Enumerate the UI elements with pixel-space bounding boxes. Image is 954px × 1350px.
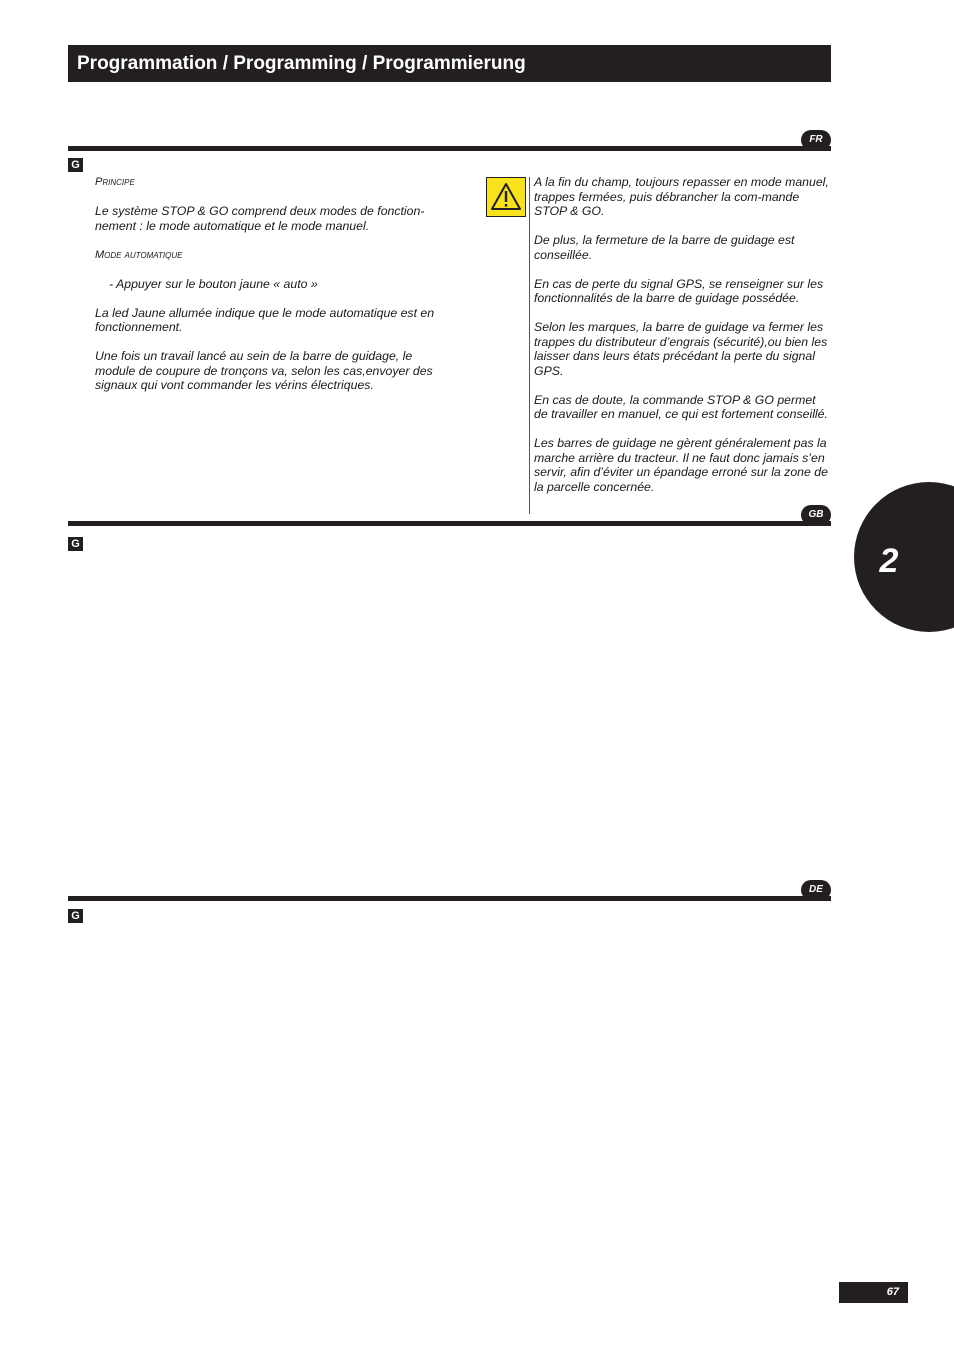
- page-header: [68, 45, 831, 82]
- heading-mode-automatique: Mode automatique: [95, 248, 183, 261]
- warning-divider-line: [529, 177, 530, 514]
- section-marker-gb: G: [68, 537, 83, 551]
- fr-left-bullet: - Appuyer sur le bouton jaune « auto »: [109, 276, 318, 291]
- lang-badge-gb: GB: [801, 505, 831, 525]
- page-number: 67: [839, 1282, 908, 1303]
- fr-left-para-2: La led Jaune allumée indique que le mode automatique est en fonctionnement.: [95, 305, 435, 334]
- lang-badge-fr: FR: [801, 130, 831, 150]
- fr-right-para-3: En cas de perte du signal GPS, se renseigner sur les fonctionnalités de la barre de guidage possédée.: [534, 276, 824, 305]
- fr-right-para-1: A la fin du champ, toujours repasser en mode manuel, trappes fermées, puis débrancher la com-mande STOP & GO.: [534, 175, 829, 218]
- section-marker-fr: G: [68, 158, 83, 172]
- warning-triangle-icon: [486, 177, 526, 217]
- page-title: Programmation / Programming / Programmierung: [77, 53, 526, 74]
- section-marker-de: G: [68, 909, 83, 923]
- fr-right-column: [534, 175, 832, 509]
- lang-badge-de: DE: [801, 880, 831, 900]
- chapter-number: 2: [879, 542, 899, 580]
- fr-right-para-2: De plus, la fermeture de la barre de guidage est conseillée.: [534, 233, 795, 262]
- fr-right-para-6: Les barres de guidage ne gèrent généralement pas la marche arrière du tracteur. Il ne faut donc jamais s’en servir, afin d’éviter un épandage erroné sur la zone de la parcelle concernée.: [534, 436, 828, 494]
- fr-right-para-5: En cas de doute, la commande STOP & GO permet de travailler en manuel, ce qui est fortement conseillé.: [534, 392, 828, 421]
- section-rule-de: [68, 896, 831, 901]
- section-rule-gb: [68, 521, 831, 526]
- fr-left-para-1: Le système STOP & GO comprend deux modes de fonction-nement : le mode automatique et le mode manuel.: [95, 204, 425, 233]
- section-rule-fr: [68, 146, 831, 151]
- fr-left-column: [95, 175, 445, 407]
- fr-right-para-4: Selon les marques, la barre de guidage va fermer les trappes du distributeur d’engrais (sécurité),ou bien les laisser dans leurs états précédant la perte du signal GPS.: [534, 320, 828, 378]
- heading-principe: Principe: [95, 176, 135, 188]
- fr-left-para-3: Une fois un travail lancé au sein de la barre de guidage, le module de coupure de tronçons va, selon les cas,envoyer des signaux qui vont commander les vérins électriques.: [95, 349, 433, 392]
